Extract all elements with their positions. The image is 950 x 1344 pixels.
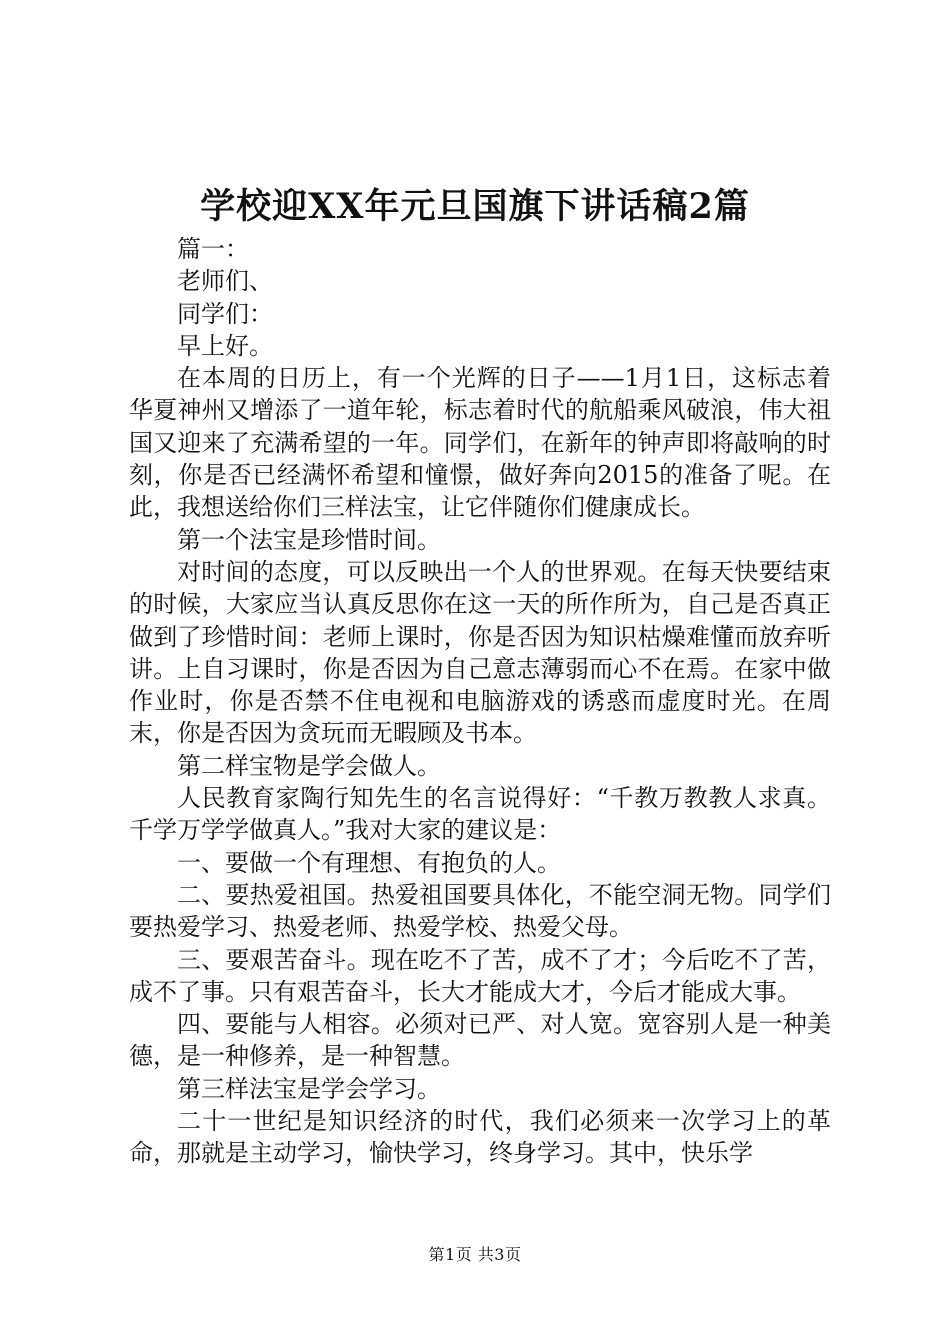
document-title: 学校迎XX年元旦国旗下讲话稿2篇 xyxy=(200,186,750,227)
paragraph: 第一个法宝是珍惜时间。 xyxy=(177,525,441,554)
page-footer: 第1页 共3页 xyxy=(428,1245,522,1264)
paragraph: 对时间的态度，可以反映出一个人的世界观。在每天快要结束的时候，大家应当认真反思你在这一天的所作所为，自己是否真正做到了珍惜时间：老师上课时，你是否因为知识枯燥难懂而放弃听讲。上自习课时，你是否因为自己意志薄弱而心不在焉。在家中做作业时，你是否禁不住电视和电脑游戏的诱惑而虚度时光。在周末，你是否因为贪玩而无暇顾及书本。 xyxy=(129,557,831,748)
paragraph: 第二样宝物是学会做人。 xyxy=(177,751,441,780)
paragraph: 第三样法宝是学会学习。 xyxy=(177,1074,441,1103)
paragraph: 三、要艰苦奋斗。现在吃不了苦，成不了才；今后吃不了苦，成不了事。只有艰苦奋斗，长大才能成大才，今后才能成大事。 xyxy=(129,945,831,1006)
paragraph: 篇一： xyxy=(177,235,249,263)
document-body xyxy=(129,233,831,1170)
paragraph: 在本周的日历上，有一个光辉的日子——1月1日，这标志着华夏神州又增添了一道年轮，标志着时代的航船乘风破浪，伟大祖国又迎来了充满希望的一年。同学们，在新年的钟声即将敲响的时刻，你是否已经满怀希望和憧憬，做好奔向2015的准备了呢。在此，我想送给你们三样法宝，让它伴随你们健康成长。 xyxy=(129,364,831,522)
paragraph: 人民教育家陶行知先生的名言说得好：“千教万教教人求真。千学万学学做真人。”我对大家的建议是： xyxy=(129,784,831,845)
paragraph: 一、要做一个有理想、有抱负的人。 xyxy=(177,848,561,877)
paragraph: 二十一世纪是知识经济的时代，我们必须来一次学习上的革命，那就是主动学习，愉快学习，终身学习。其中，快乐学 xyxy=(129,1107,831,1168)
paragraph: 四、要能与人相容。必须对已严、对人宽。宽容别人是一种美德，是一种修养，是一种智慧。 xyxy=(129,1010,831,1071)
paragraph: 早上好。 xyxy=(177,331,273,360)
paragraph: 老师们、 xyxy=(177,267,273,296)
paragraph: 二、要热爱祖国。热爱祖国要具体化，不能空洞无物。同学们要热爱学习、热爱老师、热爱学校、热爱父母。 xyxy=(129,880,831,942)
paragraph: 同学们： xyxy=(177,299,273,328)
